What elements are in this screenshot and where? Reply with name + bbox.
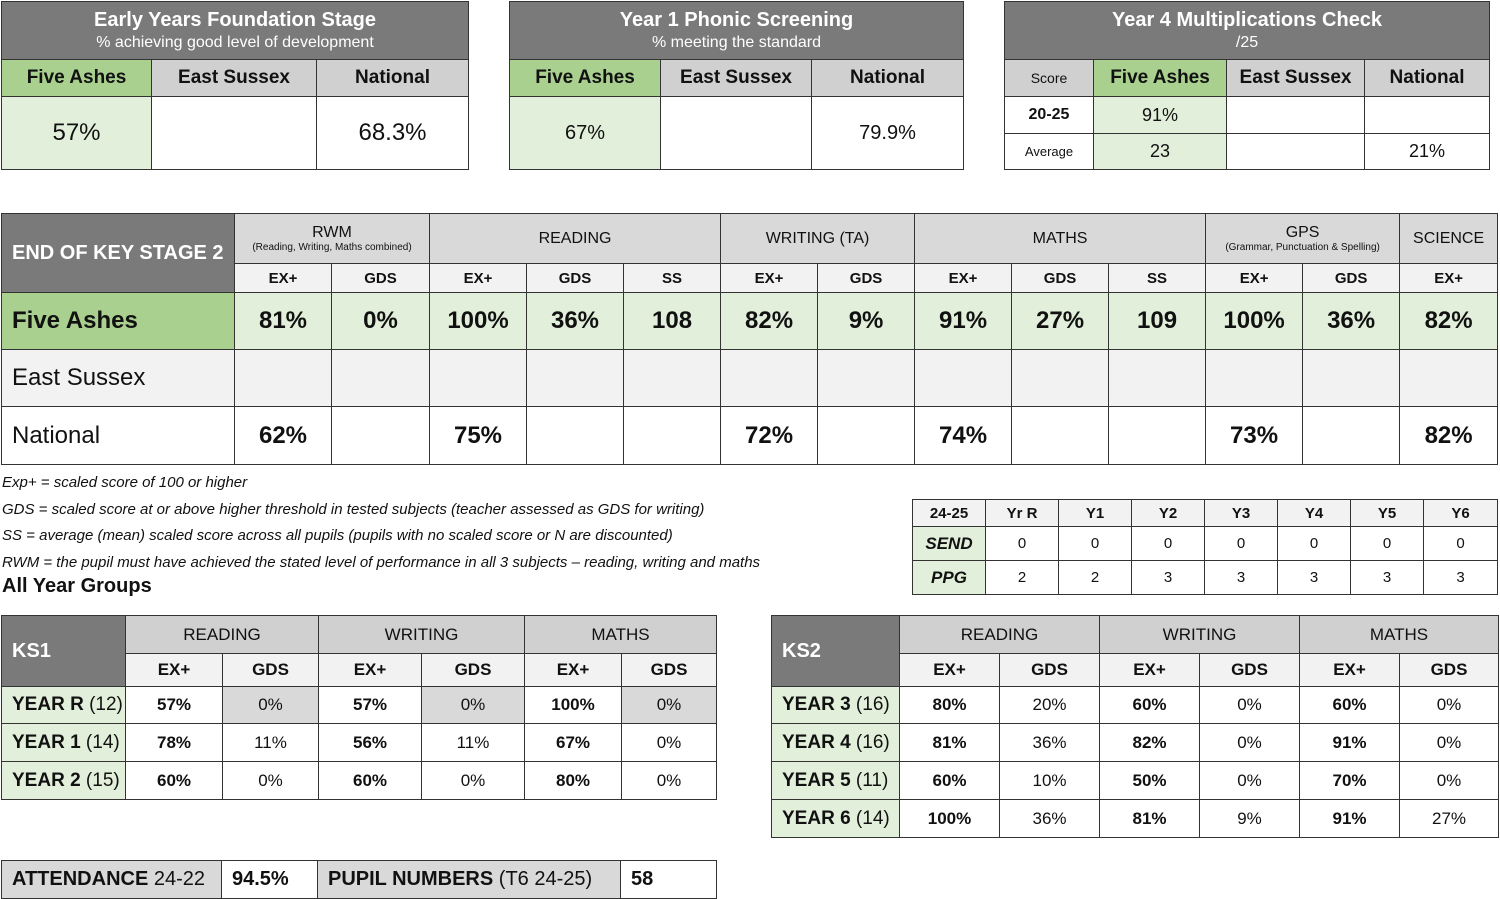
ks2-row-label: Five Ashes [2,293,235,350]
ks1-subcol: GDS [223,654,319,687]
ks2yg-value-cell: 80% [900,687,1000,724]
eyfs-title: Early Years Foundation Stage [94,9,376,31]
ks2-group-rwm [235,214,430,264]
send-value-cell: 3 [1132,561,1205,595]
ks2yg-subcol: GDS [1000,654,1100,687]
ks2yg-subcol: EX+ [1300,654,1400,687]
year-name: YEAR 3 [782,694,851,715]
send-value-cell: 0 [1132,527,1205,561]
attendance-value: 94.5% [222,861,318,899]
phonics-header [510,2,964,60]
ks2-value-cell: 91% [915,293,1012,350]
ks2yg-value-cell: 0% [1200,724,1300,762]
eyfs-table [1,1,469,170]
send-value-cell: 0 [1059,527,1132,561]
ks2-subcol: EX+ [430,264,527,293]
ks2yg-value-cell: 81% [1100,800,1200,838]
ks2yg-group-reading: READING [900,616,1100,654]
ks1-year-groups-table [1,615,717,800]
ks1-value-cell: 100% [525,687,622,724]
ks2yg-subcol: EX+ [1100,654,1200,687]
ks1-value-cell: 0% [422,762,525,800]
send-header-cell: Y1 [1059,500,1132,527]
ks2-group-science: SCIENCE [1400,214,1498,264]
ks2yg-subcol: GDS [1400,654,1499,687]
phonics-value-national: 79.9% [812,97,964,170]
ks2yg-title: KS2 [772,616,900,687]
attendance-title: ATTENDANCE [12,868,149,890]
ks2-value-cell [1109,407,1206,465]
ks2yg-year-label [772,724,900,762]
send-header-cell: Y3 [1205,500,1278,527]
pupil-numbers-value: 58 [621,861,717,899]
eyfs-subtitle: % achieving good level of development [96,34,374,51]
ks2-value-cell: 27% [1012,293,1109,350]
ks2yg-value-cell: 36% [1000,800,1100,838]
ks2yg-group-writing: WRITING [1100,616,1300,654]
send-value-cell: 0 [1278,527,1351,561]
ks2yg-group-maths: MATHS [1300,616,1499,654]
phonics-col-school: Five Ashes [510,60,661,97]
send-value-cell: 3 [1351,561,1424,595]
ks2-group-writing: WRITING (TA) [721,214,915,264]
ks2yg-year-label [772,762,900,800]
ks2yg-value-cell: 100% [900,800,1000,838]
ks2-title: END OF KEY STAGE 2 [2,214,235,293]
send-header-cell: 24-25 [913,500,986,527]
send-value-cell: 0 [986,527,1059,561]
note-gds: GDS = scaled score at or above higher threshold in tested subjects (teacher assessed as GDS for writing) [2,500,705,518]
mult-row-label: Average [1005,134,1094,170]
ks2-year-groups-table [771,615,1499,838]
ks2yg-value-cell: 0% [1400,687,1499,724]
pupil-numbers-label [318,861,621,899]
ks2-value-cell [721,350,818,407]
ks2-value-cell: 100% [430,293,527,350]
group-name: RWM [312,224,352,241]
mult-value-county [1227,97,1365,134]
eyfs-col-school: Five Ashes [2,60,152,97]
ks2yg-value-cell: 0% [1400,762,1499,800]
ks2-value-cell: 82% [1400,293,1498,350]
mult-value-national [1365,97,1490,134]
ks2yg-value-cell: 60% [900,762,1000,800]
ks1-value-cell: 60% [126,762,223,800]
ks2-group-gps [1206,214,1400,264]
ks2-subcol: GDS [818,264,915,293]
ks2yg-value-cell: 60% [1300,687,1400,724]
year-count: (12) [89,694,123,715]
year-count: (16) [855,694,890,715]
ks2-value-cell: 36% [1303,293,1400,350]
send-header-cell: Y5 [1351,500,1424,527]
ks1-title: KS1 [2,616,126,687]
ks1-value-cell: 0% [223,762,319,800]
ks2-value-cell [624,350,721,407]
ks2-value-cell [1109,350,1206,407]
ks2-subcol: EX+ [1206,264,1303,293]
ks1-value-cell: 11% [223,724,319,762]
ks2-subcol: EX+ [915,264,1012,293]
multiplication-table [1004,1,1490,170]
year-count: (11) [855,769,889,791]
ks1-value-cell: 67% [525,724,622,762]
phonics-table [509,1,964,170]
ks2-value-cell [624,407,721,465]
ks2-subcol: EX+ [235,264,332,293]
ks2-value-cell [1303,407,1400,465]
year-name: YEAR 5 [782,769,851,791]
ks2yg-value-cell: 27% [1400,800,1499,838]
eyfs-col-national: National [317,60,469,97]
send-ppg-table [912,499,1498,595]
ks1-value-cell: 0% [422,687,525,724]
pupil-numbers-title: PUPIL NUMBERS [328,868,494,890]
ks1-year-label [2,687,126,724]
ks2yg-value-cell: 0% [1200,762,1300,800]
note-expplus: Exp+ = scaled score of 100 or higher [2,474,248,491]
send-value-cell: 0 [1351,527,1424,561]
ks2-value-cell: 72% [721,407,818,465]
ks1-subcol: GDS [422,654,525,687]
year-count: (15) [85,769,120,791]
note-ss: SS = average (mean) scaled score across all pupils (pupils with no scaled score or N are discounted) [2,527,673,544]
ks2-subcol: SS [624,264,721,293]
eyfs-col-county: East Sussex [152,60,317,97]
ks1-subcol: GDS [622,654,717,687]
ks2-value-cell [1400,350,1498,407]
send-value-cell: 0 [1424,527,1498,561]
ks2-value-cell: 0% [332,293,430,350]
ks2-value-cell [1206,350,1303,407]
ks2-value-cell [527,350,624,407]
eyfs-value-national: 68.3% [317,97,469,170]
pupil-numbers-period: (T6 24-25) [498,868,593,890]
ks1-value-cell: 0% [622,687,717,724]
send-value-cell: 3 [1205,561,1278,595]
year-count: (14) [855,807,890,829]
send-value-cell: 2 [1059,561,1132,595]
ks1-value-cell: 0% [223,687,319,724]
ks2-value-cell [1303,350,1400,407]
ks1-value-cell: 78% [126,724,223,762]
ks2yg-value-cell: 81% [900,724,1000,762]
ks2yg-subcol: GDS [1200,654,1300,687]
ks2-subcol: GDS [1303,264,1400,293]
ks2yg-year-label [772,687,900,724]
ks2yg-value-cell: 60% [1100,687,1200,724]
attendance-label [2,861,222,899]
year-name: YEAR 6 [782,807,851,829]
send-header-cell: Y6 [1424,500,1498,527]
ks2yg-value-cell: 91% [1300,724,1400,762]
ks2-value-cell: 75% [430,407,527,465]
group-name: GPS [1285,224,1320,241]
mult-col-county: East Sussex [1227,60,1365,97]
ks2yg-year-label [772,800,900,838]
phonics-value-school: 67% [510,97,661,170]
send-row-label: PPG [913,561,986,595]
ks2-value-cell: 100% [1206,293,1303,350]
ks2yg-subcol: EX+ [900,654,1000,687]
mult-value-school: 23 [1094,134,1227,170]
year-name: YEAR 4 [782,731,851,753]
ks2-value-cell [430,350,527,407]
ks1-value-cell: 80% [525,762,622,800]
send-header-cell: Y4 [1278,500,1351,527]
mult-col-school: Five Ashes [1094,60,1227,97]
send-value-cell: 3 [1278,561,1351,595]
eyfs-value-county [152,97,317,170]
ks2-value-cell [915,350,1012,407]
send-value-cell: 3 [1424,561,1498,595]
ks2-value-cell [332,350,430,407]
ks2-value-cell: 82% [721,293,818,350]
ks1-value-cell: 56% [319,724,422,762]
ks1-group-maths: MATHS [525,616,717,654]
mult-col-score: Score [1005,60,1094,97]
year-count: (14) [85,731,120,753]
ks2-subcol: GDS [332,264,430,293]
eyfs-value-school: 57% [2,97,152,170]
ks2yg-value-cell: 0% [1400,724,1499,762]
group-note: (Grammar, Punctuation & Spelling) [1225,242,1380,253]
ks1-year-label [2,762,126,800]
year-count: (16) [855,731,890,753]
ks2-value-cell: 62% [235,407,332,465]
all-year-groups-heading: All Year Groups [2,575,152,597]
mult-value-school: 91% [1094,97,1227,134]
year-name: YEAR R [12,694,84,715]
ks2-value-cell: 109 [1109,293,1206,350]
ks2yg-value-cell: 0% [1200,687,1300,724]
ks1-value-cell: 60% [319,762,422,800]
ks2-subcol: EX+ [1400,264,1498,293]
year-name: YEAR 2 [12,769,81,791]
attendance-period: 24-22 [153,868,206,890]
ks2-value-cell [235,350,332,407]
ks1-subcol: EX+ [525,654,622,687]
ks1-group-reading: READING [126,616,319,654]
ks2-subcol: EX+ [721,264,818,293]
ks2-value-cell [332,407,430,465]
ks1-value-cell: 0% [622,762,717,800]
ks2yg-value-cell: 50% [1100,762,1200,800]
ks2-row-label: East Sussex [2,350,235,407]
mult-subtitle: /25 [1235,34,1259,51]
ks2yg-value-cell: 10% [1000,762,1100,800]
mult-header [1005,2,1490,60]
ks2-value-cell [527,407,624,465]
phonics-subtitle: % meeting the standard [652,34,821,51]
send-row-label: SEND [913,527,986,561]
ks2-value-cell [1012,350,1109,407]
send-header-cell: Y2 [1132,500,1205,527]
phonics-title: Year 1 Phonic Screening [619,9,854,31]
send-header-cell: Yr R [986,500,1059,527]
footer-table [1,860,717,899]
mult-row-label: 20-25 [1005,97,1094,134]
eyfs-header [2,2,469,60]
ks1-value-cell: 11% [422,724,525,762]
ks2-value-cell: 82% [1400,407,1498,465]
ks2-subcol: SS [1109,264,1206,293]
mult-value-county [1227,134,1365,170]
ks1-value-cell: 57% [319,687,422,724]
ks2-value-cell: 74% [915,407,1012,465]
phonics-value-county [661,97,812,170]
send-value-cell: 0 [1205,527,1278,561]
ks1-subcol: EX+ [319,654,422,687]
phonics-col-national: National [812,60,964,97]
ks1-value-cell: 57% [126,687,223,724]
ks2-value-cell [818,407,915,465]
ks2-value-cell: 108 [624,293,721,350]
ks1-year-label [2,724,126,762]
mult-col-national: National [1365,60,1490,97]
notes [2,470,760,576]
ks2-value-cell: 73% [1206,407,1303,465]
ks2-group-maths: MATHS [915,214,1206,264]
ks2-group-reading: READING [430,214,721,264]
send-value-cell: 2 [986,561,1059,595]
mult-value-national: 21% [1365,134,1490,170]
ks2yg-value-cell: 70% [1300,762,1400,800]
ks2-value-cell: 9% [818,293,915,350]
ks2-row-label: National [2,407,235,465]
ks2-subcol: GDS [1012,264,1109,293]
group-note: (Reading, Writing, Maths combined) [252,242,412,253]
ks2-subcol: GDS [527,264,624,293]
mult-title: Year 4 Multiplications Check [1111,9,1383,31]
ks2-value-cell: 81% [235,293,332,350]
ks2yg-value-cell: 36% [1000,724,1100,762]
ks2yg-value-cell: 91% [1300,800,1400,838]
year-name: YEAR 1 [12,731,81,753]
ks2-value-cell: 36% [527,293,624,350]
ks2-results-table [1,213,1498,465]
ks2-value-cell [818,350,915,407]
phonics-col-county: East Sussex [661,60,812,97]
ks2-value-cell [1012,407,1109,465]
ks2yg-value-cell: 9% [1200,800,1300,838]
note-rwm: RWM = the pupil must have achieved the stated level of performance in all 3 subjects – reading, writing and maths [2,553,761,571]
ks1-subcol: EX+ [126,654,223,687]
ks2yg-value-cell: 82% [1100,724,1200,762]
ks1-group-writing: WRITING [319,616,525,654]
ks2yg-value-cell: 20% [1000,687,1100,724]
ks1-value-cell: 0% [622,724,717,762]
